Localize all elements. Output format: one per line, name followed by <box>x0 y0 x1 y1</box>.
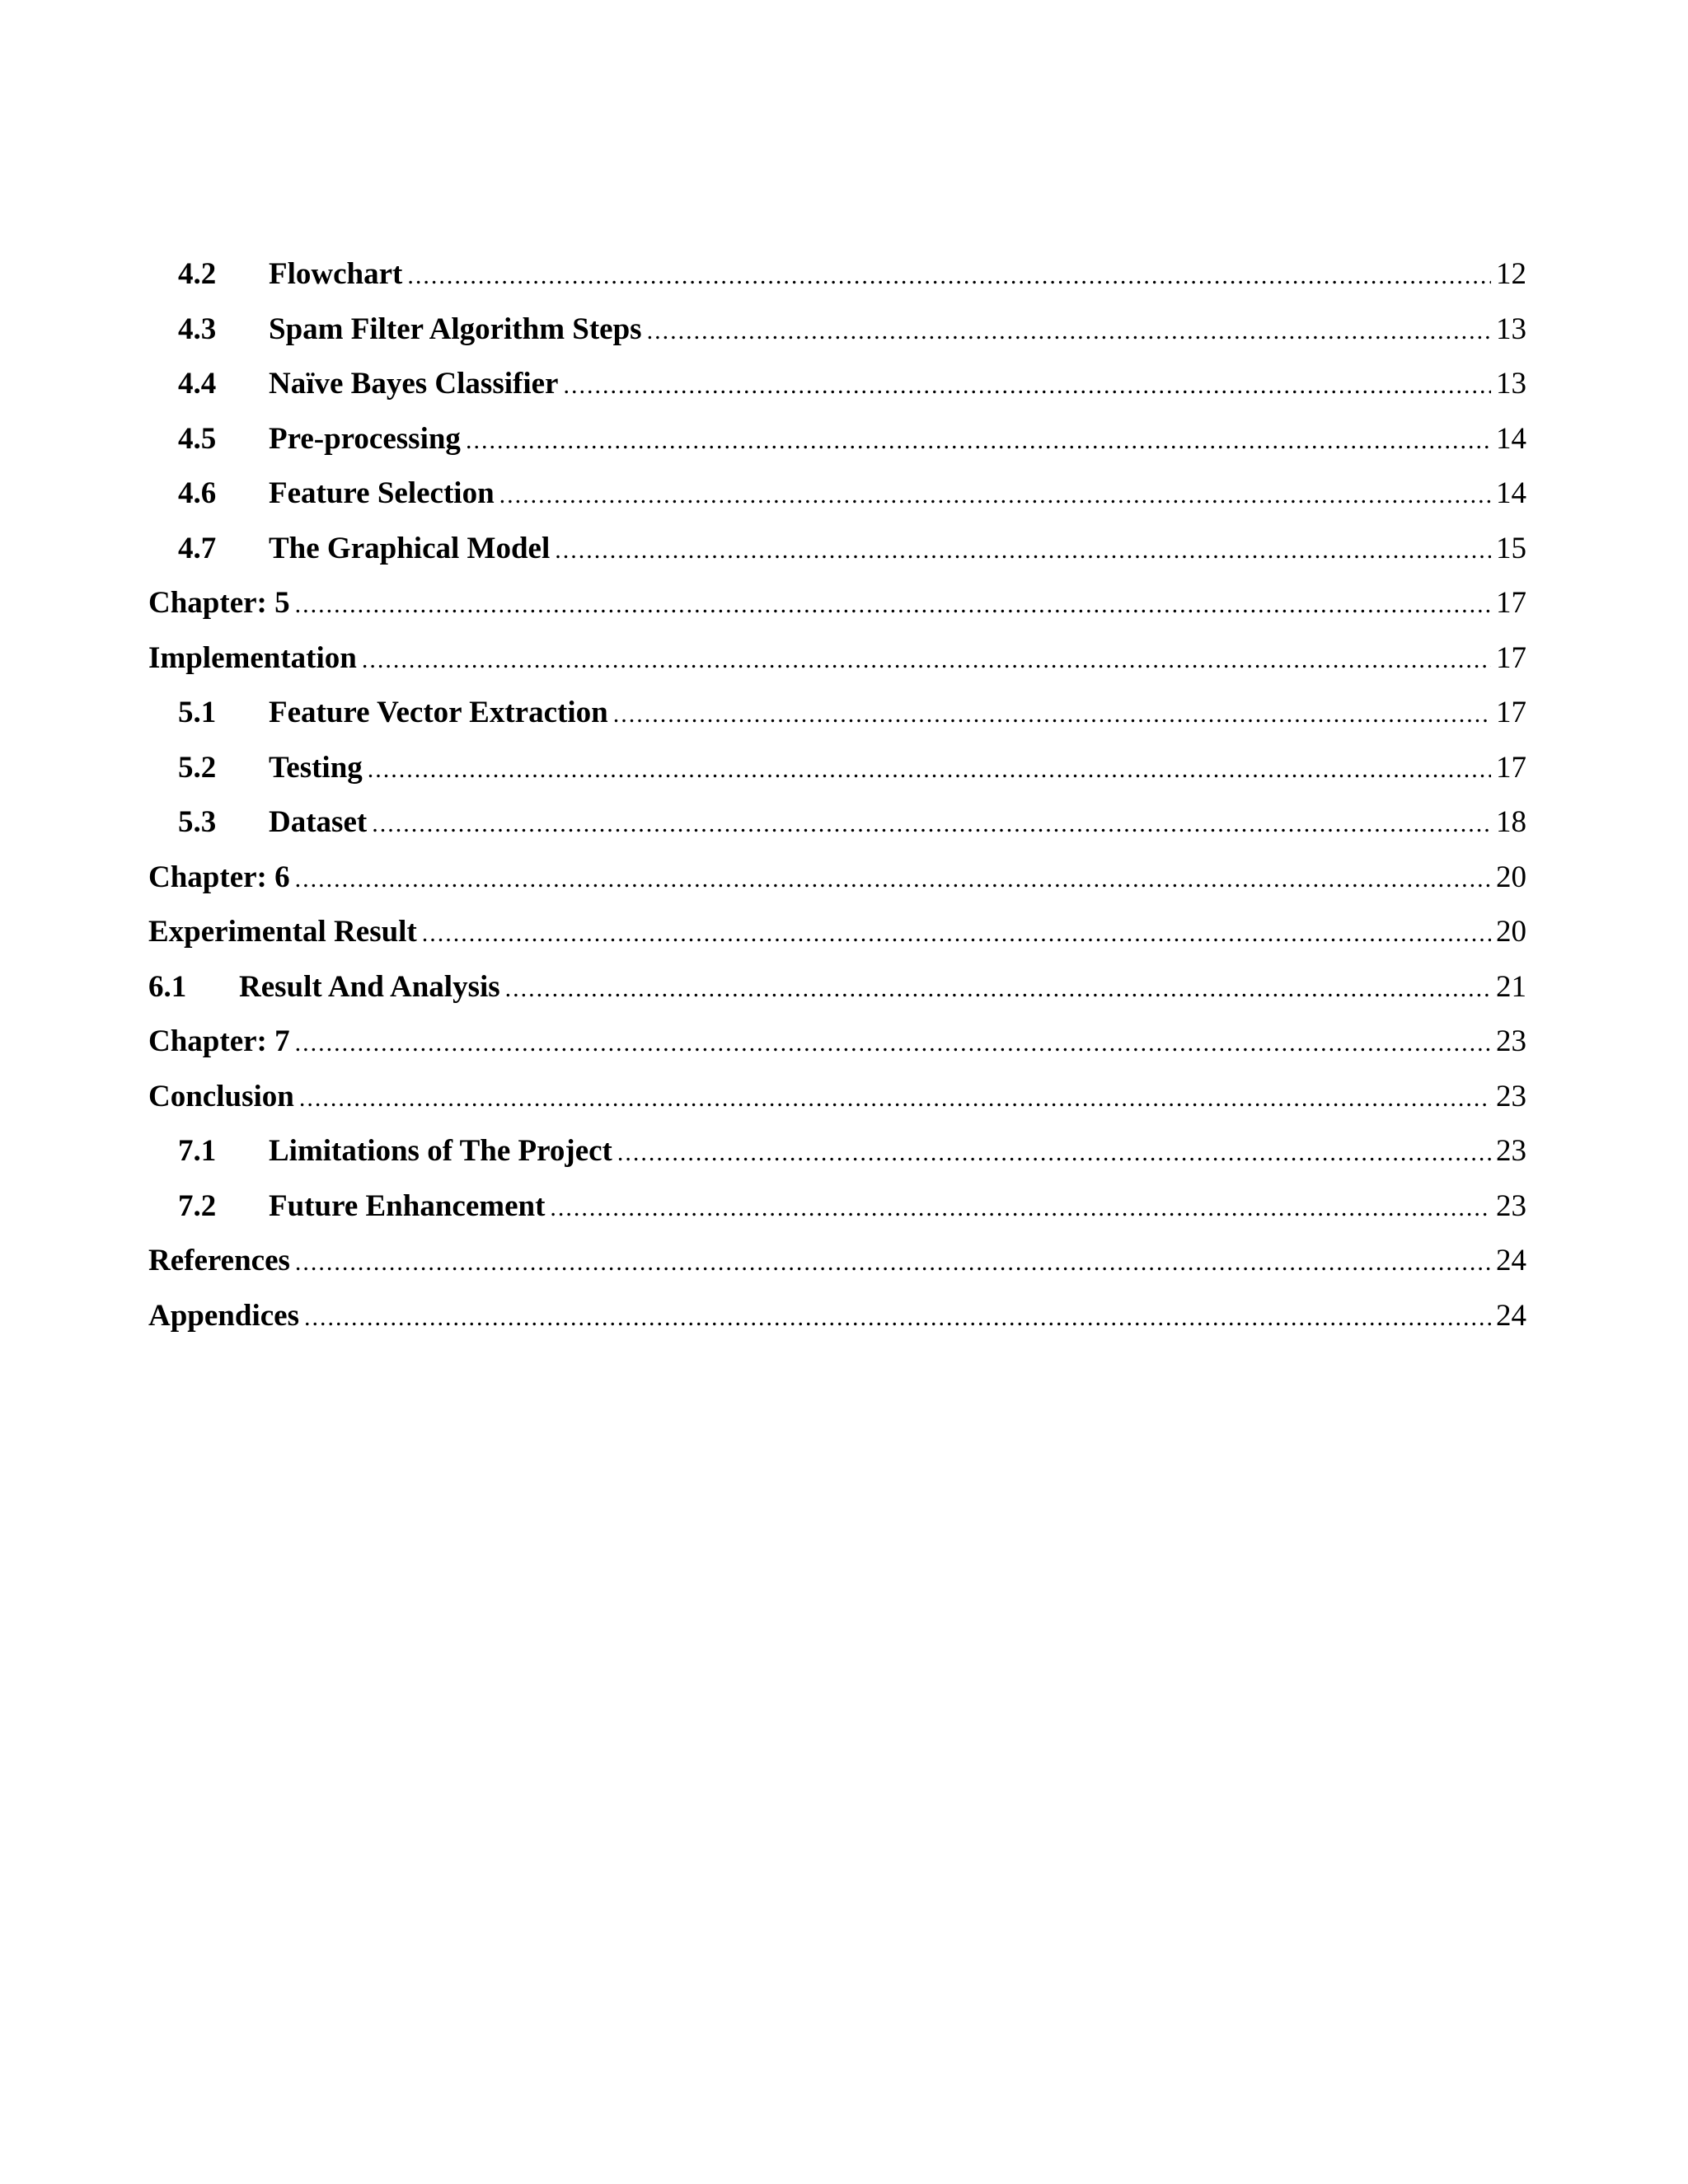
toc-entry[interactable] <box>148 905 1526 960</box>
toc-dot-leader <box>407 249 1491 304</box>
toc-entry-number: 4.5 <box>178 421 217 456</box>
toc-entry-page-number: 13 <box>1496 312 1526 346</box>
toc-entry[interactable] <box>148 1234 1526 1289</box>
toc-dot-leader <box>617 1126 1491 1181</box>
toc-entry-title: Spam Filter Algorithm Steps <box>269 312 642 346</box>
toc-entry[interactable] <box>148 1179 1526 1235</box>
toc-entry-title: Chapter: 5 <box>148 586 290 620</box>
toc-entry[interactable] <box>148 576 1526 631</box>
toc-entry[interactable] <box>148 960 1526 1015</box>
toc-entry-number: 5.1 <box>178 696 217 729</box>
table-of-contents <box>148 247 1526 1343</box>
toc-entry[interactable] <box>148 522 1526 577</box>
toc-entry[interactable] <box>148 851 1526 906</box>
toc-entry-page-number: 17 <box>1496 640 1526 675</box>
toc-dot-leader <box>422 907 1491 962</box>
toc-entry-page-number: 14 <box>1496 421 1526 456</box>
toc-entry-number: 4.6 <box>178 476 217 510</box>
toc-entry-page-number: 21 <box>1496 969 1526 1004</box>
toc-entry[interactable] <box>148 1015 1526 1070</box>
toc-entry[interactable] <box>148 1070 1526 1125</box>
toc-entry-page-number: 24 <box>1496 1244 1526 1277</box>
toc-dot-leader <box>613 687 1491 743</box>
toc-entry-title: Testing <box>269 750 363 785</box>
toc-entry-title: Appendices <box>148 1298 299 1333</box>
toc-entry-title: Result And Analysis <box>239 969 500 1004</box>
toc-entry[interactable] <box>148 466 1526 522</box>
toc-dot-leader <box>295 1016 1491 1071</box>
toc-entry[interactable] <box>148 631 1526 687</box>
toc-dot-leader <box>647 304 1491 359</box>
toc-entry-title: Naïve Bayes Classifier <box>269 367 559 401</box>
toc-entry[interactable] <box>148 412 1526 467</box>
toc-dot-leader <box>304 1291 1491 1346</box>
toc-entry-title: Feature Selection <box>269 476 495 510</box>
toc-entry-number: 6.1 <box>148 969 187 1004</box>
toc-entry-page-number: 14 <box>1496 476 1526 510</box>
toc-dot-leader <box>550 1181 1491 1236</box>
toc-entry-title: Future Enhancement <box>269 1188 546 1223</box>
toc-entry-title: Dataset <box>269 805 368 839</box>
toc-entry-page-number: 23 <box>1496 1188 1526 1223</box>
toc-dot-leader <box>295 1235 1491 1291</box>
toc-entry-number: 5.2 <box>178 750 217 785</box>
toc-entry[interactable] <box>148 1124 1526 1179</box>
toc-entry-page-number: 23 <box>1496 1079 1526 1113</box>
toc-entry-number: 4.7 <box>178 531 217 565</box>
toc-entry-page-number: 23 <box>1496 1134 1526 1168</box>
toc-entry-number: 7.2 <box>178 1188 217 1223</box>
toc-entry-number: 4.2 <box>178 257 217 291</box>
toc-entry-number: 4.4 <box>178 367 217 401</box>
toc-entry-title: Pre-processing <box>269 421 461 456</box>
toc-dot-leader <box>295 578 1491 633</box>
toc-entry-number: 4.3 <box>178 312 217 346</box>
toc-entry[interactable] <box>148 741 1526 796</box>
toc-entry[interactable] <box>148 357 1526 412</box>
toc-entry-title: Conclusion <box>148 1079 294 1113</box>
toc-entry-title: Limitations of The Project <box>269 1134 612 1168</box>
toc-entry-page-number: 18 <box>1496 805 1526 839</box>
toc-entry[interactable] <box>148 247 1526 302</box>
toc-entry-title: Flowchart <box>269 257 403 291</box>
toc-entry-title: The Graphical Model <box>269 531 551 565</box>
toc-entry[interactable] <box>148 302 1526 358</box>
toc-dot-leader <box>499 468 1491 523</box>
toc-entry-page-number: 17 <box>1496 696 1526 729</box>
toc-entry-page-number: 17 <box>1496 586 1526 620</box>
toc-dot-leader <box>563 359 1491 414</box>
toc-dot-leader <box>362 633 1491 688</box>
toc-entry-title: Chapter: 7 <box>148 1024 290 1058</box>
toc-entry-page-number: 13 <box>1496 367 1526 401</box>
toc-dot-leader <box>299 1071 1491 1127</box>
toc-entry-page-number: 23 <box>1496 1024 1526 1058</box>
toc-dot-leader <box>295 852 1491 907</box>
toc-dot-leader <box>466 414 1491 469</box>
toc-entry-page-number: 12 <box>1496 257 1526 291</box>
toc-entry-number: 5.3 <box>178 805 217 839</box>
toc-dot-leader <box>368 743 1491 798</box>
toc-dot-leader <box>372 797 1491 852</box>
toc-entry[interactable] <box>148 1289 1526 1344</box>
toc-entry-page-number: 20 <box>1496 915 1526 949</box>
toc-entry-title: References <box>148 1244 290 1277</box>
toc-entry-title: Experimental Result <box>148 915 417 949</box>
toc-dot-leader <box>505 962 1491 1017</box>
toc-dot-leader <box>555 523 1491 579</box>
toc-entry[interactable] <box>148 795 1526 851</box>
toc-entry-page-number: 15 <box>1496 531 1526 565</box>
toc-entry-page-number: 17 <box>1496 750 1526 785</box>
toc-entry-title: Feature Vector Extraction <box>269 696 608 729</box>
toc-entry-title: Implementation <box>148 640 357 675</box>
toc-entry-title: Chapter: 6 <box>148 860 290 894</box>
toc-entry-number: 7.1 <box>178 1134 217 1168</box>
toc-entry-page-number: 20 <box>1496 860 1526 894</box>
toc-entry[interactable] <box>148 686 1526 741</box>
toc-entry-page-number: 24 <box>1496 1298 1526 1333</box>
